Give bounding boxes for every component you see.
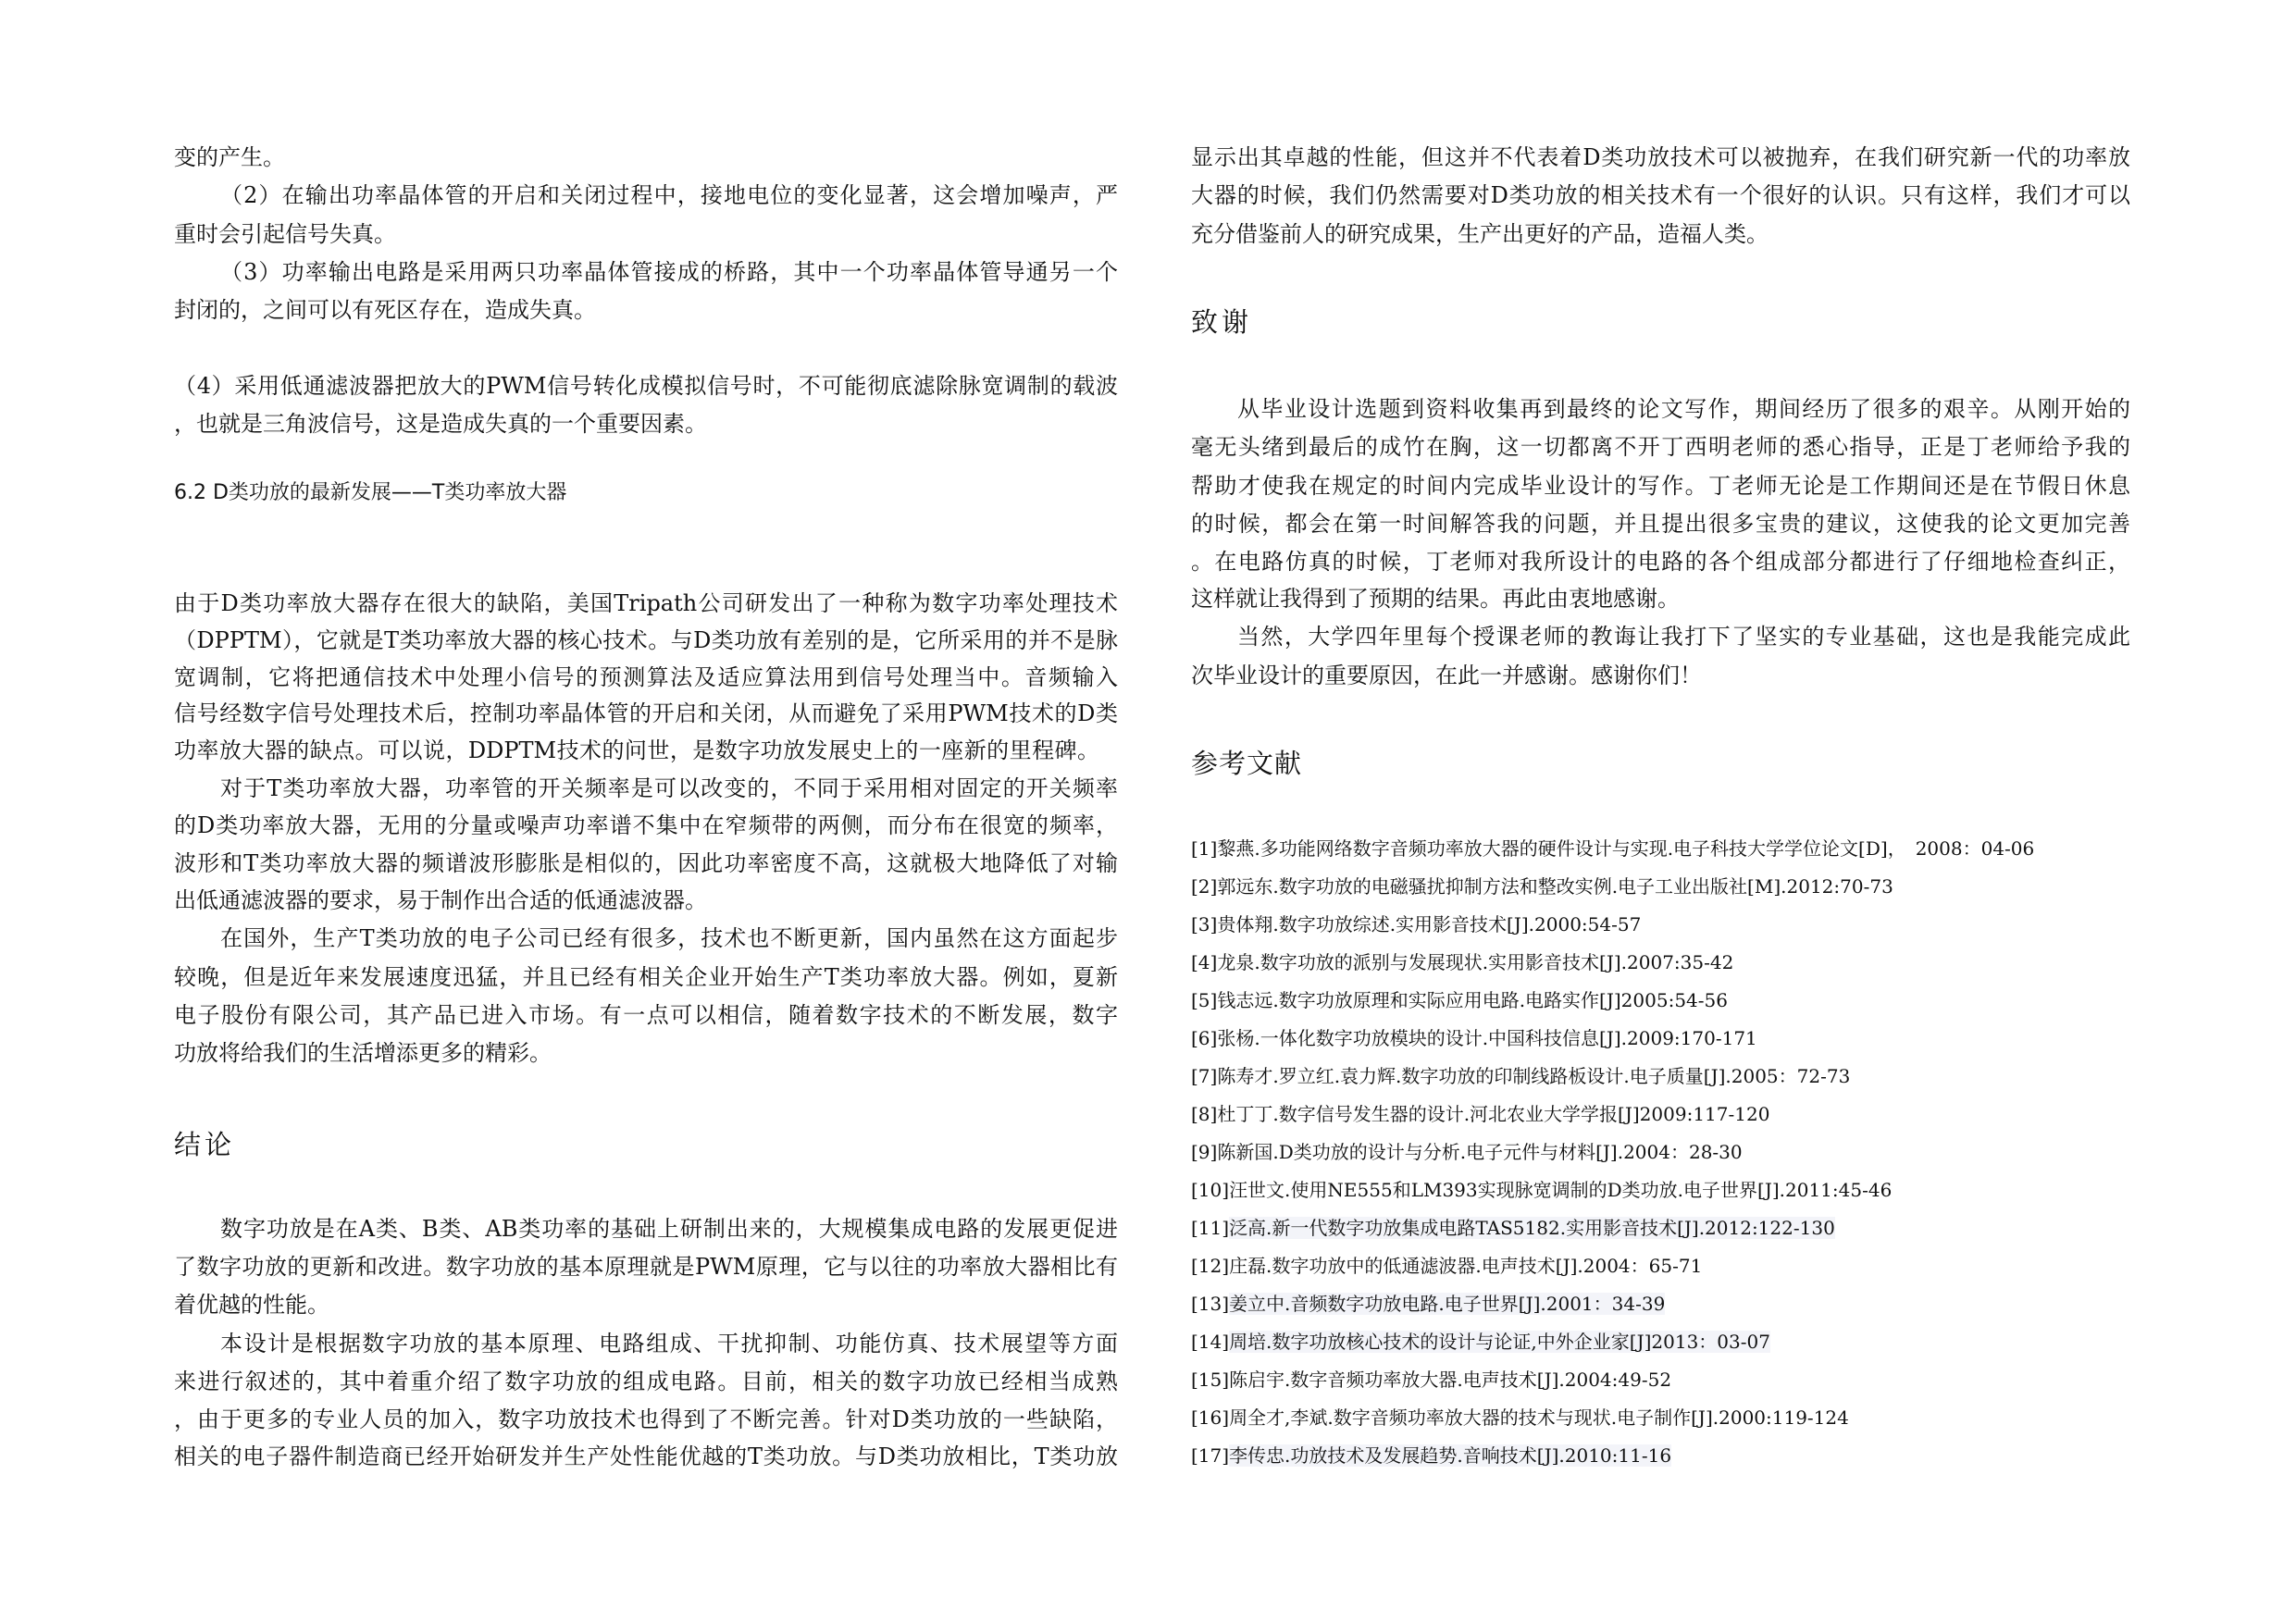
text-line: 较晚，但是近年来发展速度迅猛，并且已经有相关企业开始生产T类功率放大器。例如，夏新 — [174, 964, 1118, 990]
reference-text: 周全才,李斌.数字音频功率放大器的技术与现状.电子制作[J].2000:119-124 — [1229, 1406, 1849, 1429]
text-line: 相关的电子器件制造商已经开始研发并生产处性能优越的T类功放。与D类功放相比，T类功放 — [174, 1443, 1118, 1469]
text-line: 出低通滤波器的要求，易于制作出合适的低通滤波器。 — [174, 887, 707, 913]
text-line: 功率放大器的缺点。可以说，DDPTM技术的问世，是数字功放发展史上的一座新的里程碑。 — [174, 737, 1099, 763]
reference-text: 杜丁丁.数字信号发生器的设计.河北农业大学学报[J]2009:117-120 — [1217, 1103, 1770, 1125]
text-line: （2）在输出功率晶体管的开启和关闭过程中，接地电位的变化显著，这会增加噪声，严 — [220, 182, 1118, 208]
reference-text: 泛高.新一代数字功放集成电路TAS5182.实用影音技术[J].2012:122-130 — [1229, 1217, 1835, 1239]
reference-text: 郭远东.数字功放的电磁骚扰抑制方法和整改实例.电子工业出版社[M].2012:70-73 — [1217, 875, 1893, 898]
text-line: 次毕业设计的重要原因，在此一并感谢。感谢你们！ — [1191, 663, 1702, 688]
text-line: 当然，大学四年里每个授课老师的教诲让我打下了坚实的专业基础，这也是我能完成此 — [1237, 624, 2130, 650]
reference-number: [14] — [1191, 1331, 1230, 1353]
reference-item — [1191, 911, 1641, 937]
section-heading: 6.2 D类功放的最新发展——T类功率放大器 — [174, 481, 567, 504]
reference-item — [1191, 1253, 1702, 1279]
text-line: ，由于更多的专业人员的加入，数字功放技术也得到了不断完善。针对D类功放的一些缺陷， — [174, 1406, 1118, 1432]
text-line: 毫无头绪到最后的成竹在胸，这一切都离不开丁西明老师的悉心指导，正是丁老师给予我的 — [1191, 434, 2130, 460]
reference-item — [1191, 1101, 1769, 1127]
text-line: 对于T类功率放大器，功率管的开关频率是可以改变的，不同于采用相对固定的开关频率 — [220, 775, 1118, 801]
reference-item — [1191, 1177, 1892, 1203]
text-line: 波形和T类功率放大器的频谱波形膨胀是相似的，因此功率密度不高，这就极大地降低了对输 — [174, 850, 1118, 876]
reference-item — [1191, 1329, 1770, 1355]
reference-number: [4] — [1191, 951, 1218, 973]
text-line: 的时候，都会在第一时间解答我的问题，并且提出很多宝贵的建议，这使我的论文更加完善 — [1191, 511, 2130, 537]
text-line: 数字功放是在A类、B类、AB类功率的基础上研制出来的，大规模集成电路的发展更促进 — [220, 1216, 1118, 1242]
text-line: 充分借鉴前人的研究成果，生产出更好的产品，造福人类。 — [1191, 221, 1769, 247]
text-line: 信号经数字信号处理技术后，控制功率晶体管的开启和关闭，从而避免了采用PWM技术的D类 — [174, 700, 1118, 726]
reference-text: 黎燕.多功能网络数字音频功率放大器的硬件设计与实现.电子科技大学学位论文[D]， 2008：04-06 — [1217, 837, 2035, 860]
text-line: ，也就是三角波信号，这是造成失真的一个重要因素。 — [174, 411, 707, 437]
reference-text: 周培.数字功放核心技术的设计与论证,中外企业家[J]2013：03-07 — [1229, 1331, 1770, 1353]
reference-number: [13] — [1191, 1293, 1230, 1315]
text-line: 电子股份有限公司，其产品已进入市场。有一点可以相信，随着数字技术的不断发展，数字 — [174, 1002, 1118, 1028]
reference-number: [10] — [1191, 1179, 1230, 1201]
reference-text: 李传忠.功放技术及发展趋势.音响技术[J].2010:11-16 — [1229, 1444, 1672, 1467]
reference-text: 龙泉.数字功放的派别与发展现状.实用影音技术[J].2007:35-42 — [1217, 951, 1734, 973]
reference-number: [9] — [1191, 1141, 1218, 1163]
reference-item — [1191, 1063, 1850, 1089]
reference-item — [1191, 1215, 1835, 1241]
text-line: 显示出其卓越的性能，但这并不代表着D类功放技术可以被抛弃，在我们研究新一代的功率放 — [1191, 144, 2130, 170]
text-line: （DPPTM），它就是T类功率放大器的核心技术。与D类功放有差别的是，它所采用的并不是脉 — [174, 627, 1118, 653]
text-line: 了数字功放的更新和改进。数字功放的基本原理就是PWM原理，它与以往的功率放大器相比有 — [174, 1254, 1118, 1280]
text-line: （4）采用低通滤波器把放大的PWM信号转化成模拟信号时，不可能彻底滤除脉宽调制的载波 — [174, 373, 1118, 399]
reference-number: [15] — [1191, 1369, 1230, 1391]
reference-number: [12] — [1191, 1255, 1230, 1277]
text-line: 在国外，生产T类功放的电子公司已经有很多，技术也不断更新，国内虽然在这方面起步 — [220, 925, 1118, 951]
reference-number: [8] — [1191, 1103, 1218, 1125]
reference-number: [17] — [1191, 1444, 1230, 1467]
text-line: 着优越的性能。 — [174, 1292, 329, 1318]
reference-text: 庄磊.数字功放中的低通滤波器.电声技术[J].2004：65-71 — [1229, 1255, 1703, 1277]
reference-item — [1191, 1291, 1665, 1317]
reference-item — [1191, 949, 1733, 975]
text-line: 由于D类功率放大器存在很大的缺陷，美国Tripath公司研发出了一种称为数字功率处理技术 — [174, 590, 1118, 616]
reference-item — [1191, 1025, 1757, 1051]
text-line: 本设计是根据数字功放的基本原理、电路组成、干扰抑制、功能仿真、技术展望等方面 — [220, 1331, 1118, 1357]
reference-number: [2] — [1191, 875, 1218, 898]
text-line: 封闭的，之间可以有死区存在，造成失真。 — [174, 297, 596, 323]
reference-text: 陈新国.D类功放的设计与分析.电子元件与材料[J].2004：28-30 — [1217, 1141, 1743, 1163]
text-line: 的D类功率放大器，无用的分量或噪声功率谱不集中在窄频带的两侧，而分布在很宽的频率， — [174, 812, 1118, 838]
reference-number: [7] — [1191, 1065, 1218, 1087]
reference-number: [16] — [1191, 1406, 1230, 1429]
reference-item — [1191, 1139, 1743, 1165]
reference-number: [3] — [1191, 913, 1218, 935]
reference-item — [1191, 836, 2034, 861]
reference-item — [1191, 1443, 1671, 1468]
reference-number: [11] — [1191, 1217, 1230, 1239]
text-line: 大器的时候，我们仍然需要对D类功放的相关技术有一个很好的认识。只有这样，我们才可以 — [1191, 182, 2130, 208]
reference-item — [1191, 1367, 1671, 1393]
reference-text: 陈启宇.数字音频功率放大器.电声技术[J].2004:49-52 — [1229, 1369, 1672, 1391]
text-line: 宽调制，它将把通信技术中处理小信号的预测算法及适应算法用到信号处理当中。音频输入 — [174, 664, 1118, 690]
reference-text: 陈寿才.罗立红.袁力辉.数字功放的印制线路板设计.电子质量[J].2005：72-73 — [1217, 1065, 1851, 1087]
reference-text: 姜立中.音频数字功放电路.电子世界[J].2001：34-39 — [1229, 1293, 1666, 1315]
reference-text: 贵体翔.数字功放综述.实用影音技术[J].2000:54-57 — [1217, 913, 1642, 935]
thanks-heading: 致谢 — [1191, 306, 1253, 338]
reference-number: [6] — [1191, 1027, 1218, 1049]
reference-text: 汪世文.使用NE555和LM393实现脉宽调制的D类功放.电子世界[J].2011:45-46 — [1229, 1179, 1893, 1201]
text-line: 。在电路仿真的时候，丁老师对我所设计的电路的各个组成部分都进行了仔细地检查纠正， — [1191, 549, 2130, 575]
text-line: 功放将给我们的生活增添更多的精彩。 — [174, 1040, 552, 1066]
reference-text: 钱志远.数字功放原理和实际应用电路.电路实作[J]2005:54-56 — [1217, 989, 1728, 1011]
reference-text: 张杨.一体化数字功放模块的设计.中国科技信息[J].2009:170-171 — [1217, 1027, 1757, 1049]
reference-number: [1] — [1191, 837, 1218, 860]
text-line: 帮助才使我在规定的时间内完成毕业设计的写作。丁老师无论是工作期间还是在节假日休息 — [1191, 473, 2130, 499]
reference-item — [1191, 987, 1728, 1013]
reference-item — [1191, 1405, 1849, 1431]
text-line: 来进行叙述的，其中着重介绍了数字功放的组成电路。目前，相关的数字功放已经相当成熟 — [174, 1369, 1118, 1394]
references-heading: 参考文献 — [1191, 748, 1303, 779]
reference-number: [5] — [1191, 989, 1218, 1011]
text-line: 重时会引起信号失真。 — [174, 221, 396, 247]
conclusion-heading: 结论 — [174, 1129, 236, 1160]
text-line: 这样就让我得到了预期的结果。再此由衷地感谢。 — [1191, 586, 1680, 612]
reference-item — [1191, 873, 1893, 899]
text-line: 从毕业设计选题到资料收集再到最终的论文写作，期间经历了很多的艰辛。从刚开始的 — [1237, 396, 2130, 422]
text-line: （3）功率输出电路是采用两只功率晶体管接成的桥路，其中一个功率晶体管导通另一个 — [220, 259, 1118, 285]
text-line: 变的产生。 — [174, 144, 285, 170]
